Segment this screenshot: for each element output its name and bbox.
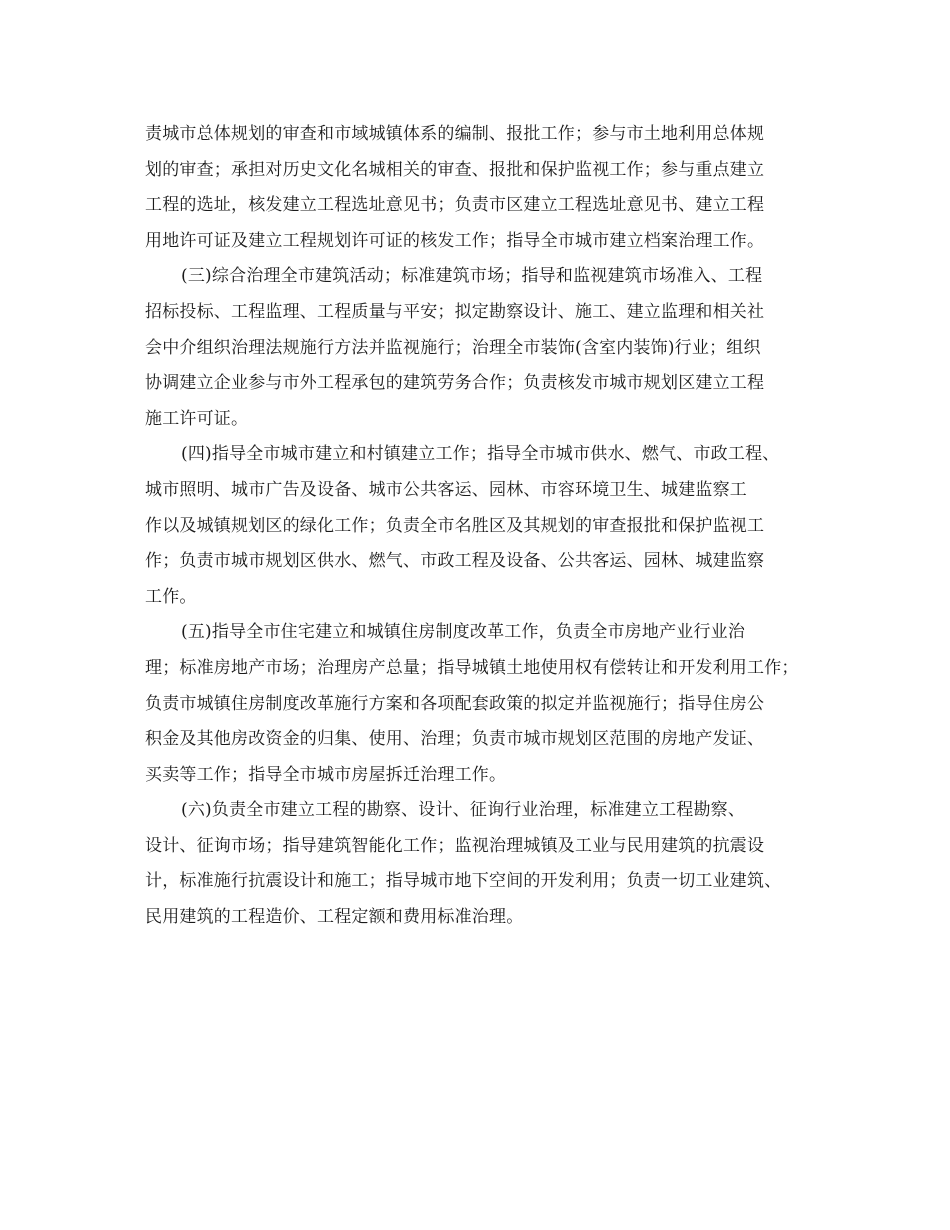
text-line: 工程的选址，核发建立工程选址意见书；负责市区建立工程选址意见书、建立工程 (145, 195, 765, 216)
text-line: 作；负责市城市规划区供水、燃气、市政工程及设备、公共客运、园林、城建监察 (145, 551, 765, 572)
text-line: 负责市城镇住房制度改革施行方案和各项配套政策的拟定并监视施行；指导住房公 (145, 693, 765, 714)
paragraph-3-building-activities (145, 259, 815, 437)
text-line: (四)指导全市城市建立和村镇建立工作；指导全市城市供水、燃气、市政工程、 (181, 444, 780, 465)
document-body (145, 117, 815, 936)
text-line: 计，标准施行抗震设计和施工；指导城市地下空间的开发利用；负责一切工业建筑、 (145, 871, 782, 892)
text-line: 设计、征询市场；指导建筑智能化工作；监视治理城镇及工业与民用建筑的抗震设 (145, 835, 765, 856)
text-line: 民用建筑的工程造价、工程定额和费用标准治理。 (145, 907, 524, 928)
text-line: 招标投标、工程监理、工程质量与平安；拟定勘察设计、施工、建立监理和相关社 (145, 301, 765, 322)
paragraph-1 (145, 117, 815, 259)
text-line: 会中介组织治理法规施行方法并监视施行；治理全市装饰(含室内装饰)行业；组织 (145, 337, 761, 358)
text-line: 理；标准房地产市场；治理房产总量；指导城镇土地使用权有偿转让和开发利用工作； (145, 657, 799, 678)
paragraph-5-housing-reform (145, 615, 815, 793)
text-line: (六)负责全市建立工程的勘察、设计、征询行业治理，标准建立工程勘察、 (181, 800, 746, 821)
text-line: 划的审查；承担对历史文化名城相关的审查、报批和保护监视工作；参与重点建立 (145, 159, 765, 180)
text-line: (三)综合治理全市建筑活动；标准建筑市场；指导和监视建筑市场准入、工程 (181, 266, 763, 287)
text-line: 买卖等工作；指导全市城市房屋拆迁治理工作。 (145, 764, 507, 785)
paragraph-6-survey-design (145, 793, 815, 935)
text-line: 城市照明、城市广告及设备、城市公共客运、园林、市容环境卫生、城建监察工 (145, 479, 747, 500)
text-line: 作以及城镇规划区的绿化工作；负责全市名胜区及其规划的审查报批和保护监视工 (145, 515, 765, 536)
text-line: 施工许可证。 (145, 408, 249, 429)
text-line: 工作。 (145, 586, 197, 607)
text-line: 用地许可证及建立工程规划许可证的核发工作；指导全市城市建立档案治理工作。 (145, 230, 765, 251)
text-line: (五)指导全市住宅建立和城镇住房制度改革工作，负责全市房地产业行业治 (181, 622, 746, 643)
text-line: 责城市总体规划的审查和市域城镇体系的编制、报批工作；参与市土地利用总体规 (145, 124, 765, 144)
text-line: 协调建立企业参与市外工程承包的建筑劳务合作；负责核发市城市规划区建立工程 (145, 373, 765, 394)
text-line: 积金及其他房改资金的归集、使用、治理；负责市城市规划区范围的房地产发证、 (145, 729, 765, 750)
paragraph-4-urban-construction (145, 437, 815, 615)
